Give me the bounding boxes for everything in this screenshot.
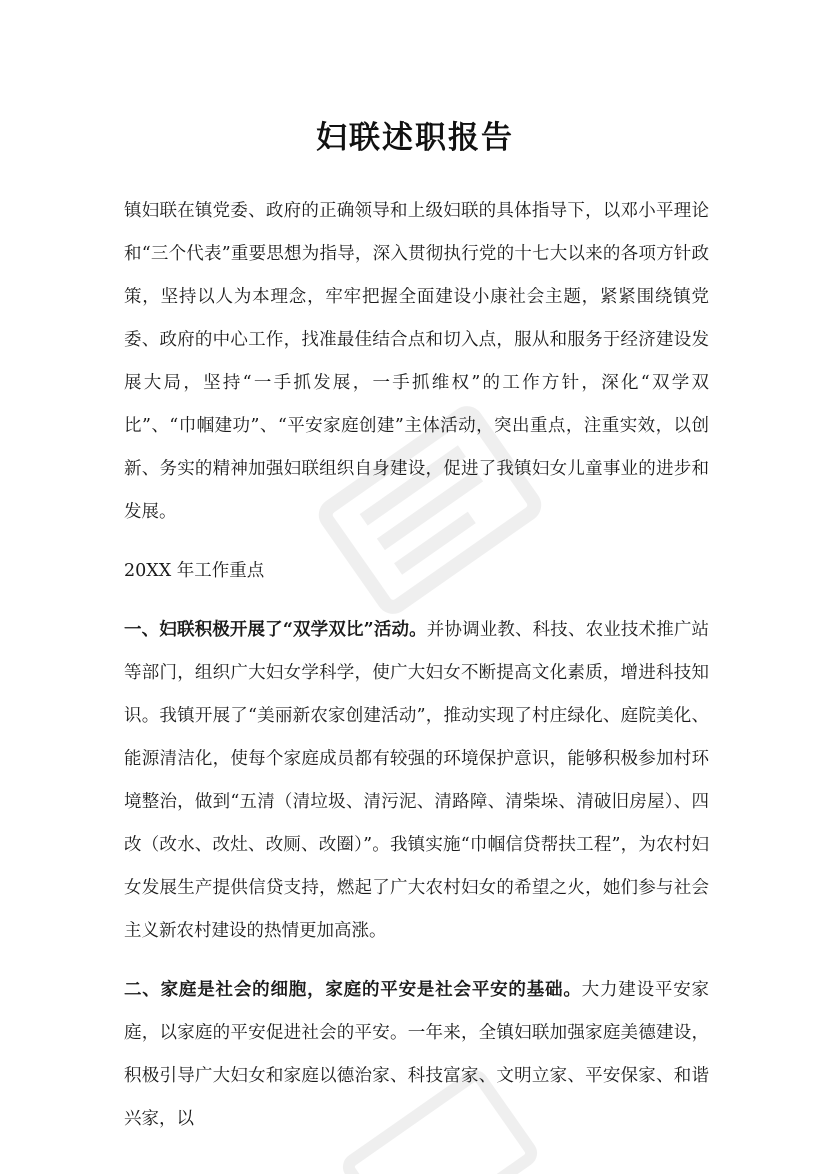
section-1-body: 并协调业教、科技、农业技术推广站等部门，组织广大妇女学科学，使广大妇女不断提高文化素质，增进科技知识。我镇开展了“美丽新农家创建活动”，推动实现了村庄绿化、庭院美化、能源清洁化，使每个家庭成员都有较强的环境保护意识，能够积极参加村环境整治，做到“五清（清垃圾、清污泥、清路障、清柴垛、清破旧房屋）、四改（改水、改灶、改厕、改圈）”。我镇实施“巾帼信贷帮扶工程”，为农村妇女发展生产提供信贷支持，燃起了广大农村妇女的希望之火，她们参与社会主义新农村建设的热情更加高涨。 <box>124 620 709 941</box>
section-1-paragraph <box>124 609 709 953</box>
document-title: 妇联述职报告 <box>316 120 514 156</box>
section-2-lead: 二、家庭是社会的细胞，家庭的平安是社会平安的基础。 <box>124 980 582 1000</box>
section-2-paragraph <box>124 969 709 1141</box>
section-2-body: 大力建设平安家庭，以家庭的平安促进社会的平安。一年来，全镇妇联加强家庭美德建设，积极引导广大妇女和家庭以德治家、科技富家、文明立家、平安保家、和谐兴家，以 <box>124 980 710 1129</box>
document-body <box>124 190 709 1141</box>
year-heading: 20XX 年工作重点 <box>124 561 265 581</box>
intro-paragraph: 镇妇联在镇党委、政府的正确领导和上级妇联的具体指导下，以邓小平理论和“三个代表”重要思想为指导，深入贯彻执行党的十七大以来的各项方针政策，坚持以人为本理念，牢牢把握全面建设小康社会主题，紧紧围绕镇党委、政府的中心工作，找准最佳结合点和切入点，服从和服务于经济建设发展大局，坚持“一手抓发展，一手抓维权”的工作方针，深化“双学双比”、“巾帼建功”、“平安家庭创建”主体活动，突出重点，注重实效，以创新、务实的精神加强妇联组织自身建设，促进了我镇妇女儿童事业的进步和发展。 <box>124 201 709 522</box>
section-1-lead: 一、妇联积极开展了“双学双比”活动。 <box>124 620 427 640</box>
